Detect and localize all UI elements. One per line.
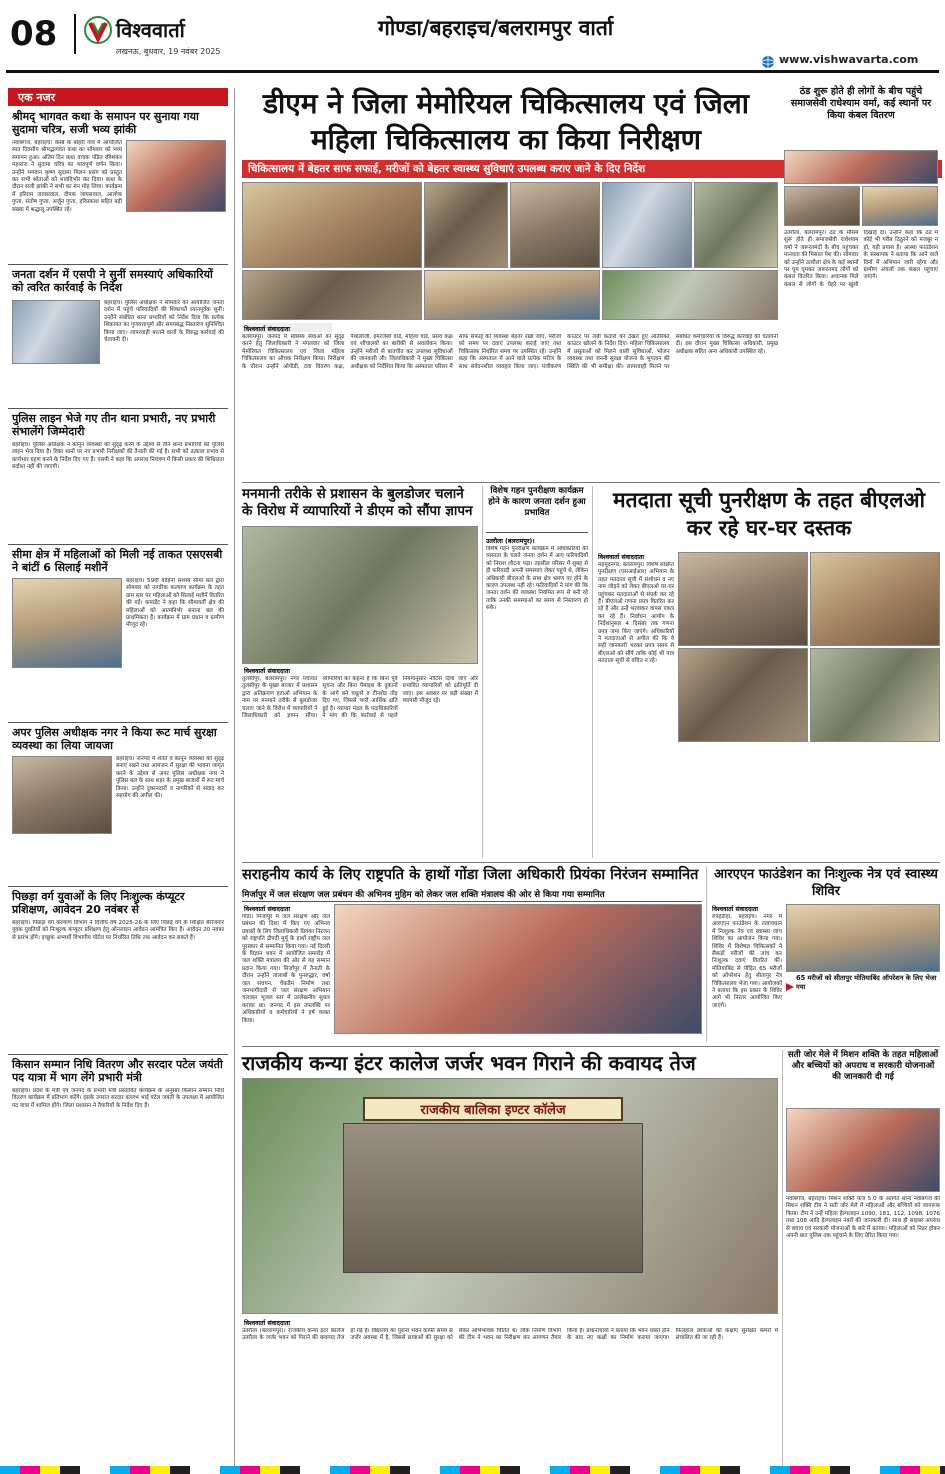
paper-name: विश्ववार्ता xyxy=(116,18,185,42)
eye-camp-headline: आरएएन फाउंडेशन का निःशुल्क नेत्र एवं स्वास्थ्य शिविर xyxy=(714,867,938,899)
sidebar-item-title: जनता दर्शन में एसपी ने सुनीं समस्याएं अधिकारियों को त्वरित कार्रवाई के निर्देश xyxy=(12,268,213,294)
column-rule xyxy=(706,866,707,1042)
sidebar-item-title: पुलिस लाइन भेजे गए तीन थाना प्रभारी, नए प्रभारी संभालेंगे जिम्मेदारी xyxy=(12,412,216,438)
eye-camp-body: रुपईडीहा, बहराइच। नगर में आरएएन फाउंडेशन के तत्वावधान में निःशुल्क नेत्र एवं स्वास्थ्य जांच शिविर का आयोजन किया गया। शिविर में विशेषज्ञ चिकित्सकों ने सैकड़ों मरीजों की जांच कर निःशुल्क दवाएं वितरित कीं। मोतियाबिंद से पीड़ित 65 मरीजों को ऑपरेशन हेतु सीतापुर नेत्र चिकित्सालय भेजा गया। आयोजकों ने बताया कि इस प्रकार के शिविर आगे भी निरंतर आयोजित किए जाएंगे। xyxy=(712,914,782,1009)
award-headline: सराहनीय कार्य के लिए राष्ट्रपति के हाथों गोंडा जिला अधिकारी प्रियंका निरंजन सम्मानित xyxy=(242,866,699,883)
bulldozer-byline: विश्ववार्ता संवाददाता xyxy=(244,668,290,675)
award-byline: विश्ववार्ता संवाददाता xyxy=(244,906,290,913)
lead-subhead: चिकित्सालय में बेहतर साफ सफाई, मरीजों को बेहतर स्वास्थ्य सुविधाएं उपलब्ध कराए जाने के दिए निर्देश xyxy=(248,163,646,175)
lead-photo-records xyxy=(424,270,600,320)
award-rule xyxy=(242,901,702,902)
lead-photo-hospital-front xyxy=(242,182,422,268)
school-sign xyxy=(363,1097,623,1121)
school-building-shape xyxy=(343,1123,643,1273)
award-body-cont xyxy=(334,1036,702,1042)
bulldozer-memo-photo xyxy=(242,526,478,664)
award-subhead: मिर्जापुर में जल संरक्षण जल प्रबंधन की अभिनव मुहिम को लेकर जल शक्ति मंत्रालय की ओर से किया गया सम्मानित xyxy=(242,890,605,900)
sidebar-item-body: बहराइच। पुलिस अधीक्षक ने सोमवार को आयोजित जनता दर्शन में पहुंचे फरियादियों की शिकायतें ध्यानपूर्वक सुनीं। उन्होंने संबंधित थाना प्रभारियों को निर्देश दिया कि प्रत्येक शिकायत का गुणवत्तापूर्ण और समयबद्ध निस्तारण सुनिश्चित किया जाए। लापरवाही बरतने वालों के विरुद्ध कार्रवाई की चेतावनी दी। xyxy=(104,300,224,344)
lead-headline: डीएम ने जिला मेमोरियल चिकित्सालय एवं जिला महिला चिकित्सालय का किया निरीक्षण xyxy=(263,87,749,156)
page-number: 08 xyxy=(10,14,58,54)
column-rule xyxy=(782,1050,783,1466)
blanket-body: उतरौला, बलरामपुर। ठंड के मौसम शुरू होते ही समाजसेवी राधेश्याम वर्मा ने जरूरतमंदों के बीच पहुंचकर मानवता की मिसाल पेश की। सोमवार को उन्होंने उतरौला क्षेत्र के कई स्थानों पर घूम घूमकर जरूरतमंद लोगों को कंबल वितरित किया। अचानक मिले कंबल से लोगों के चेहरे पर खुशी दिखाई दी। उन्होंने कहा कि ठंड में कोई भी गरीब ठिठुरने को मजबूर न हो, यही प्रयास है। आस्था फाउंडेशन के संस्थापक ने बताया कि आने वाले दिनों में अभियान जारी रहेगा और ग्रामीण अंचलों तक कंबल पहुंचाए जाएंगे। xyxy=(784,230,938,288)
page-number-divider xyxy=(74,14,76,54)
ssb-sewing-machine-photo xyxy=(12,578,122,668)
lead-photo-inspection-1 xyxy=(424,182,508,268)
sidebar-item-title: पिछड़ा वर्ग युवाओं के लिए निःशुल्क कंप्यूटर प्रशिक्षण, आवेदन 20 नवंबर से xyxy=(12,890,185,916)
sir-body: विशेष गहन पुनरीक्षण कार्यक्रम में अधिकारियों की व्यस्तता के चलते जनता दर्शन में आए फरियादियों को निराश लौटना पड़ा। तहसील परिसर में सुबह से ही फरियादी अपनी समस्याएं लेकर पहुंचे थे, लेकिन अधिकारी बीएलओ के साथ क्षेत्र भ्रमण पर होने के कारण उपलब्ध नहीं रहे। फरियादियों ने मांग की कि जनता दर्शन की व्यवस्था नियमित रूप से बनी रहे ताकि उनकी समस्याओं का समय से निस्तारण हो सके। xyxy=(486,546,588,612)
blanket-photo-1 xyxy=(784,150,938,184)
blanket-photo-3 xyxy=(862,186,938,226)
bulldozer-body: तुलसीपुर, बलरामपुर। नगर पंचायत तुलसीपुर के मुख्य बाजार में प्रशासन द्वारा अतिक्रमण हटाओ अभियान के नाम पर मनमाने तरीके से बुलडोजर चलाए जाने के विरोध में व्यापारियों ने जिलाधिकारी को ज्ञापन सौंपा। व्यापारियों का कहना है कि बिना पूर्व सूचना और बिना पैमाइश के दुकानों के आगे बने चबूतरे व टीनशेड तोड़ दिए गए, जिससे भारी आर्थिक क्षति हुई है। व्यापार मंडल के पदाधिकारियों ने मांग की कि कार्रवाई से पहले नियमानुसार नोटिस दिया जाए और प्रभावित व्यापारियों को क्षतिपूर्ति दी जाए। इस अवसर पर बड़ी संख्या में व्यापारी मौजूद रहे। xyxy=(242,676,478,720)
route-march-photo xyxy=(12,756,112,834)
janta-darshan-photo xyxy=(12,300,100,364)
web-icon xyxy=(761,54,775,68)
blo-photo-4 xyxy=(810,648,940,742)
divider xyxy=(8,886,228,887)
sidebar-item-title: श्रीमद् भागवत कथा के समापन पर सुनाया गया सुदामा चरित्र, सजी भव्य झांकी xyxy=(12,110,199,136)
blo-photo-2 xyxy=(810,552,940,646)
sidebar-item-title: सीमा क्षेत्र में महिलाओं को मिली नई ताकत एसएसबी ने बांटीं 6 सिलाई मशीनें xyxy=(12,548,223,574)
website-link[interactable]: www.vishwavarta.com xyxy=(779,53,919,66)
blanket-photo-2 xyxy=(784,186,860,226)
dateline: लखनऊ, बुधवार, 19 नवंबर 2025 xyxy=(116,47,221,56)
school-building-photo xyxy=(242,1078,778,1314)
voter-list-body: महमूदनगर, बलरामपुर। विशेष संक्षिप्त पुनरीक्षण (एसआईआर) अभियान के तहत मतदाता सूची में संशोधन व नए नाम जोड़ने को लेकर बीएलओ घर-घर पहुंचकर मतदाताओं से संपर्क कर रहे हैं। बीएलओ गणना प्रपत्र वितरित कर रहे हैं और उन्हें भरवाकर वापस एकत्र कर रहे हैं। निर्वाचन आयोग के निर्देशानुसार 4 दिसंबर तक गणना प्रपत्र जमा किए जाएंगे। अधिकारियों ने मतदाताओं से अपील की कि वे सही जानकारी भरकर प्रपत्र समय से बीएलओ को सौंपें ताकि कोई भी पात्र मतदाता सूची से वंचित न रहे। xyxy=(598,562,674,665)
sir-underline xyxy=(486,532,588,533)
sidebar-item-body: बहराइच। प्रदेश के मंत्री एवं जनपद के प्रभारी मंत्री प्रस्तावित कार्यक्रम के अनुसार किसान सम्मान निधि वितरण कार्यक्रम में प्रतिभाग करेंगे। इसके उपरांत सरदार वल्लभ भाई पटेल जयंती के उपलक्ष्य में आयोजित पद यात्रा में शामिल होंगे। जिला प्रशासन ने तैयारियों के निर्देश दिए हैं। xyxy=(12,1088,224,1109)
sir-headline: विशेष गहन पुनरीक्षण कार्यक्रम होने के कारण जनता दर्शन हुआ प्रभावित xyxy=(488,486,586,518)
lead-body: बलरामपुर। जनपद में स्वास्थ्य सेवाओं को सुदृढ़ करने हेतु जिलाधिकारी ने मंगलवार को जिला मेमोरियल चिकित्सालय एवं जिला महिला चिकित्सालय का औचक निरीक्षण किया। निरीक्षण के दौरान उन्होंने ओपीडी, दवा वितरण कक्ष, पैथोलॉजी, इमरजेंसी वार्ड, महिला वार्ड, प्रसव कक्ष एवं शौचालयों का बारीकी से अवलोकन किया। उन्होंने मरीजों से बातचीत कर उपलब्ध सुविधाओं की जानकारी ली। जिलाधिकारी ने मुख्य चिकित्सा अधीक्षक को निर्देशित किया कि अस्पताल परिसर में साफ सफाई की व्यवस्था बेहतर रखी जाए, मरीजों को समय पर दवाएं उपलब्ध कराई जाएं तथा चिकित्सक निर्धारित समय पर उपस्थित रहें। उन्होंने कहा कि अस्पताल में आने वाले प्रत्येक मरीज के साथ संवेदनशील व्यवहार किया जाए। पंजीकरण काउंटर पर लंबी कतारों को देखते हुए अतिरिक्त काउंटर खोलने के निर्देश दिए। महिला चिकित्सालय में प्रसूताओं को मिलने वाली सुविधाओं, भोजन व्यवस्था तथा जननी सुरक्षा योजना के भुगतान की स्थिति की भी समीक्षा की। लापरवाही मिलने पर संबंधित कर्मचारियों के विरुद्ध कार्रवाई की चेतावनी दी। इस दौरान मुख्य चिकित्सा अधिकारी, प्रमुख अधीक्षक सहित अन्य अधिकारी उपस्थित रहे। xyxy=(242,334,778,370)
eye-camp-caption-arrow-icon xyxy=(786,976,794,984)
sidebar-item-body: नवाबगंज, बहराइच। कस्बे के बाहरी गांव में आयोजित सात दिवसीय श्रीमद्भागवत कथा का सोमवार को भव्य समापन हुआ। अंतिम दिन कथा वाचक पंडित रविशंकर महाराज ने सुदामा चरित्र का भावपूर्ण वर्णन किया। उन्होंने भगवान कृष्ण सुदामा मिलन प्रसंग को प्रस्तुत कर सभी श्रोताओं को भावविभोर कर दिया। कथा के दौरान सजी झांकी ने सभी का मन मोह लिया। कार्यक्रम में हरिराम जायसवाल, दीपक जायसवाल, आलोक गुप्ता, संतोष गुप्ता, अर्जुन गुप्ता, हरिप्रकाश सहित बड़ी संख्या में श्रद्धालु उपस्थित रहे। xyxy=(12,140,122,213)
section-rule xyxy=(242,1046,940,1047)
sidebar-label: एक नजर xyxy=(18,91,56,104)
divider xyxy=(8,722,228,723)
eye-camp-caption: 65 मरीजों को सीतापुर मोतियाबिंद ऑपरेशन के लिए भेजा गया xyxy=(796,974,937,991)
section-title: गोण्डा/बहराइच/बलरामपुर वार्ता xyxy=(378,16,614,40)
lead-photo-inspection-2 xyxy=(510,182,600,268)
masthead-rule xyxy=(6,70,939,73)
column-rule xyxy=(234,88,235,1466)
lead-photo-patients xyxy=(694,182,778,268)
sidebar-ek-nazar xyxy=(8,88,228,1466)
award-body: गोंडा। मिर्जापुर में जल संरक्षण और जल प्रबंधन की दिशा में किए गए अभिनव प्रयासों के लिए जिलाधिकारी प्रियंका निरंजन को राष्ट्रपति द्रौपदी मुर्मू के हाथों राष्ट्रीय जल पुरस्कार से सम्मानित किया गया। नई दिल्ली के विज्ञान भवन में आयोजित समारोह में जल शक्ति मंत्रालय की ओर से यह सम्मान प्रदान किया गया। मिर्जापुर में तैनाती के दौरान उन्होंने तालाबों के पुनरुद्धार, वर्षा जल संचयन, चेकडैम निर्माण तथा जनभागीदारी से जल संरक्षण अभियान चलाकर भूजल स्तर में उल्लेखनीय सुधार कराया था। जनपद में इस उपलब्धि पर अधिकारियों व कर्मचारियों ने हर्ष व्यक्त किया। xyxy=(242,914,330,1024)
blo-photo-3 xyxy=(678,648,808,742)
bhagwat-katha-photo xyxy=(126,140,226,212)
award-ceremony-photo xyxy=(334,904,702,1034)
sidebar-item-body: बहराइच। जनपद में शांति व कानून व्यवस्था को सुदृढ़ बनाए रखने तथा आमजन में सुरक्षा की भावना जागृत करने के उद्देश्य से अपर पुलिस अधीक्षक नगर ने पुलिस बल के साथ शहर के प्रमुख बाजारों में रूट मार्च किया। उन्होंने दुकानदारों व नागरिकों से संवाद कर सहयोग की अपील की। xyxy=(116,756,224,800)
voter-list-body-cont xyxy=(678,746,940,858)
bulldozer-headline: मनमानी तरीके से प्रशासन के बुलडोजर चलाने के विरोध में व्यापारियों ने डीएम को सौंपा ज्ञापन xyxy=(242,486,473,519)
divider xyxy=(8,408,228,409)
mission-shakti-photo xyxy=(786,1108,940,1192)
mission-shakti-body: नवाबगंज, बहराइच। मिशन शक्ति फेज 5.0 के अंतर्गत थाना नवाबगंज की मिशन शक्ति टीम ने सती जोर मेले में महिलाओं और बच्चियों को जागरूक किया। टीम ने उन्हें महिला हेल्पलाइन 1090, 181, 112, 1098, 1076 तथा 108 आदि हेल्पलाइन नंबरों की जानकारी दी। साथ ही साइबर अपराध से बचाव एवं सरकारी योजनाओं के बारे में बताया। महिलाओं को निडर होकर अपनी बात पुलिस तक पहुंचाने के लिए प्रेरित किया गया। xyxy=(786,1196,940,1240)
paper-logo-icon xyxy=(84,16,112,44)
divider xyxy=(8,264,228,265)
sidebar-item-body: बहराइच। पुलिस अधीक्षक ने कानून व्यवस्था को सुदृढ़ करने के उद्देश्य से तीन थाना प्रभारियों को पुलिस लाइन भेज दिया है। रिक्त थानों पर नए प्रभारी निरीक्षकों की तैनाती की गई है। सभी को तत्काल प्रभाव से कार्यभार ग्रहण करने के निर्देश दिए गए हैं। एसपी ने कहा कि अपराध नियंत्रण में किसी प्रकार की शिथिलता बर्दाश्त नहीं की जाएगी। xyxy=(12,442,224,471)
sidebar-item-title: अपर पुलिस अधीक्षक नगर ने किया रूट मार्च सुरक्षा व्यवस्था का लिया जायजा xyxy=(12,726,217,752)
lead-byline: विश्ववार्ता संवाददाता xyxy=(244,326,290,333)
print-registration-strip xyxy=(0,1466,945,1474)
divider xyxy=(8,544,228,545)
section-rule xyxy=(242,862,940,863)
school-building-headline: राजकीय कन्या इंटर कालेज जर्जर भवन गिराने की कवायद तेज xyxy=(242,1051,696,1075)
eye-camp-byline: विश्ववार्ता संवाददाता xyxy=(712,906,758,913)
blanket-headline: ठंड शुरू होते ही लोगों के बीच पहुंचे समाजसेवी राधेश्याम वर्मा, कई स्थानों पर किया कंबल वितरण xyxy=(790,86,932,121)
school-body: उतरौला (बलरामपुर)। राजकीय कन्या इंटर कालेज उतरौला के जर्जर भवन को गिराने की कवायद तेज हो गई है। विद्यालय का पुराना भवन काफी समय से जर्जर अवस्था में है, जिससे छात्राओं की सुरक्षा को लेकर अभिभावक चिंतित थे। लोक निर्माण विभाग की टीम ने भवन का निरीक्षण कर आगणन तैयार किया है। प्रधानाचार्या ने बताया कि भवन ध्वस्त होने के बाद नए कक्षों का निर्माण कराया जाएगा। फिलहाल छात्राओं की कक्षाएं सुरक्षित कमरों में संचालित की जा रही हैं। xyxy=(242,1328,778,1342)
mission-shakti-headline: सती जोर मेले में मिशन शक्ति के तहत महिलाओं और बच्चियों को अपराध व सरकारी योजनाओं की जानकारी दी गई xyxy=(787,1050,939,1082)
column-rule xyxy=(592,486,593,858)
lead-photo-ward xyxy=(602,182,692,268)
voter-list-headline: मतदाता सूची पुनरीक्षण के तहत बीएलओ कर रहे घर-घर दस्तक xyxy=(613,487,925,540)
masthead xyxy=(6,8,939,76)
sidebar-item-body: बहराइच। पिछड़ा वर्ग कल्याण विभाग ने वित्तीय वर्ष 2025-26 के लिए पिछड़े वर्ग के शिक्षित बेरोजगार युवक युवतियों को निःशुल्क कंप्यूटर प्रशिक्षण हेतु ऑनलाइन आवेदन आमंत्रित किए हैं। आवेदन 20 नवंबर से प्रारंभ होंगे। इच्छुक अभ्यर्थी विभागीय पोर्टल पर निर्धारित तिथि तक आवेदन कर सकते हैं। xyxy=(12,920,224,941)
section-rule xyxy=(242,482,940,483)
divider xyxy=(8,1054,228,1055)
voter-list-byline: विश्ववार्ता संवाददाता xyxy=(598,554,644,561)
eye-camp-photo xyxy=(786,904,940,972)
column-rule xyxy=(482,486,483,858)
lead-photo-corridor xyxy=(242,270,422,320)
lead-photo-officials xyxy=(602,270,778,320)
sidebar-item-body: बहराइच। 59वीं वाहिनी सशस्त्र सीमा बल द्वारा सोमवार को नागरिक कल्याण कार्यक्रम के तहत ग्राम स्तर पर महिलाओं को सिलाई मशीनें वितरित की गईं। कमांडेंट ने कहा कि सीमावर्ती क्षेत्र की महिलाओं को आत्मनिर्भर बनाना बल की प्राथमिकता है। कार्यक्रम में ग्राम प्रधान व ग्रामीण मौजूद रहे। xyxy=(126,578,224,629)
school-sign-text: राजकीय बालिका इण्टर कॉलेज xyxy=(420,1103,566,1118)
sidebar-item-title: किसान सम्मान निधि वितरण और सरदार पटेल जयंती पद यात्रा में भाग लेंगे प्रभारी मंत्री xyxy=(12,1058,223,1084)
blo-photo-1 xyxy=(678,552,808,646)
sir-byline: उतरौला (बलरामपुर)। xyxy=(486,538,535,545)
school-byline: विश्ववार्ता संवाददाता xyxy=(244,1320,290,1327)
